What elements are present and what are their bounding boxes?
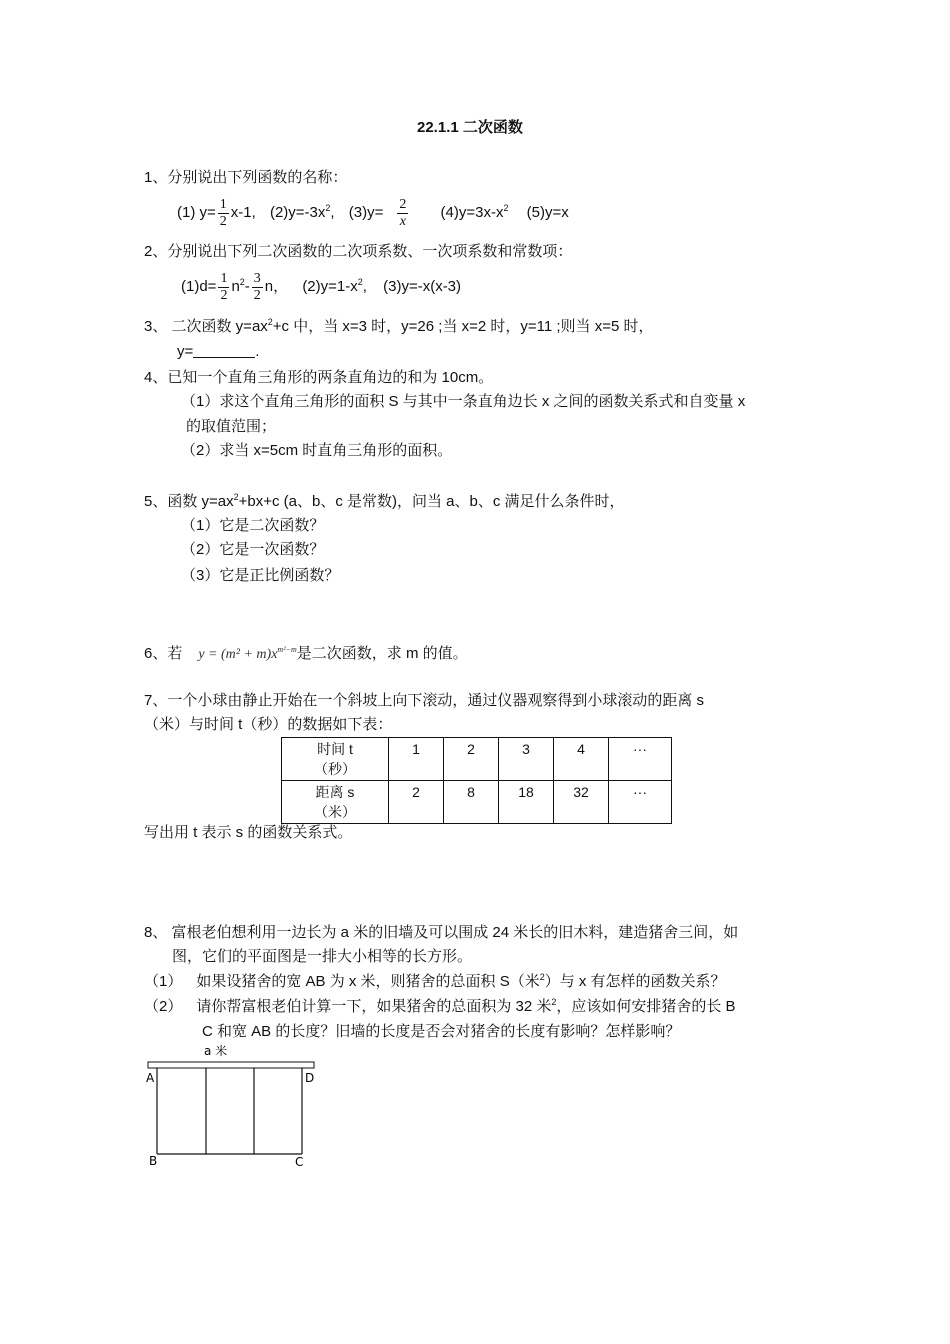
q2-c: (3)y=-x(x-3) <box>383 278 462 295</box>
q2-a-minus: - <box>244 278 250 295</box>
q2-a-mid: n <box>231 278 240 295</box>
header-distance-unit: （米） <box>314 804 356 820</box>
q5-stem <box>144 492 625 512</box>
q4-part2: （2）求当 x=5cm 时直角三角形的面积。 <box>181 442 453 459</box>
q1-b-tail: , <box>330 204 335 221</box>
point-d-label: D <box>305 1071 315 1085</box>
point-b-label: B <box>149 1154 158 1168</box>
q1-a-prefix: (1) y= <box>177 204 216 221</box>
table-header-distance <box>282 781 389 824</box>
header-time-label: 时间 t <box>317 741 353 757</box>
q8-line1: 8、 富根老伯想利用一边长为 a 米的旧墙及可以围成 24 米长的旧木料，建造猪舍三间，如 <box>144 924 739 941</box>
q6-post: 是二次函数，求 m 的值。 <box>296 645 468 662</box>
table-cell: 3 <box>499 738 554 781</box>
q5-part1: （1）它是二次函数？ <box>181 517 325 534</box>
q1-frac1-den: 2 <box>219 213 227 229</box>
q5-stem-a: 5、函数 y=ax <box>144 493 234 510</box>
table-header-time <box>282 738 389 781</box>
q3-line1-b: +c 中，当 x=3 时，y=26 ;当 x=2 时，y=11 ;则当 x=5 时， <box>272 318 654 335</box>
header-distance-label: 距离 s <box>315 784 355 800</box>
table-cell: 2 <box>389 781 444 824</box>
q2-options <box>181 266 461 308</box>
table-cell: 4 <box>554 738 609 781</box>
q3-line2 <box>177 342 259 362</box>
q1-options <box>177 192 569 234</box>
q7-line1: 7、一个小球由静止开始在一个斜坡上向下滚动，通过仪器观察得到小球滚动的距离 s <box>144 692 705 709</box>
old-wall <box>148 1062 314 1068</box>
wall-length-label: a 米 <box>204 1044 228 1058</box>
q6-pre: 6、若 <box>144 645 183 662</box>
q8-p2-num: （2） <box>144 998 183 1015</box>
table-cell: 8 <box>444 781 499 824</box>
q8-p2-text-a: 请你帮富根老伯计算一下，如果猪舍的总面积为 32 米 <box>196 998 552 1015</box>
q3-line1 <box>144 317 653 337</box>
q5-stem-b: +bx+c (a、b、c 是常数)，问当 a、b、c 满足什么条件时， <box>238 493 625 510</box>
q8-p1-text-b: ）与 x 有怎样的函数关系？ <box>544 973 726 990</box>
q2-b: (2)y=1-x <box>302 278 358 295</box>
q8-p1-num: （1） <box>144 973 183 990</box>
table-cell: 1 <box>389 738 444 781</box>
q2-b-tail: , <box>362 278 367 295</box>
pigsty-diagram <box>140 1040 340 1175</box>
q2-f1-den: 2 <box>220 287 228 303</box>
table-cell: 32 <box>554 781 609 824</box>
q1-d-exp: 2 <box>503 203 509 213</box>
q1-c-prefix: (3)y= <box>348 204 384 221</box>
q4-part1-line1: （1）求这个直角三角形的面积 S 与其中一条直角边长 x 之间的函数关系式和自变量 x <box>181 393 746 410</box>
q8-p2-text-b: ，应该如何安排猪舍的长 B <box>556 998 736 1015</box>
q5-stem-exp: 2 <box>233 492 239 502</box>
q5-part3: （3）它是正比例函数？ <box>181 567 340 584</box>
q2-a-prefix: (1)d= <box>181 278 217 295</box>
q1-e: (5)y=x <box>526 204 569 221</box>
q8-line2: 图，它们的平面图是一排大小相等的长方形。 <box>172 948 473 965</box>
q3-line2-pre: y= <box>177 343 194 360</box>
q5-part2: （2）它是一次函数？ <box>181 541 325 558</box>
q8-part2-line2: C 和宽 AB 的长度？旧墙的长度是否会对猪舍的长度有影响？怎样影响？ <box>202 1023 681 1040</box>
q2-b-exp: 2 <box>357 277 363 287</box>
point-a-label: A <box>146 1071 155 1085</box>
q2-stem: 2、分别说出下列二次函数的二次项系数、一次项系数和常数项： <box>144 243 573 260</box>
q7-data-table <box>281 737 672 824</box>
q1-fraction-2-over-x <box>397 197 408 230</box>
q2-f2-den: 2 <box>253 287 261 303</box>
table-row <box>282 781 672 824</box>
q1-d: (4)y=3x-x <box>440 204 504 221</box>
q3-line1-a: 3、 二次函数 y=ax <box>144 318 268 335</box>
q6-formula-exp: m²−m <box>277 645 297 654</box>
q8-part1 <box>144 972 726 992</box>
q6-formula: y = (m² + m)x <box>198 647 278 662</box>
q1-a-suffix: x-1, <box>230 204 256 221</box>
q1-frac2-den: x <box>397 213 408 230</box>
q8-part2 <box>144 997 736 1017</box>
q2-a-mid-exp: 2 <box>239 277 245 287</box>
q4-stem: 4、已知一个直角三角形的两条直角边的和为 10cm。 <box>144 369 494 386</box>
table-cell: ··· <box>609 781 672 824</box>
q7-line2: （米）与时间 t（秒）的数据如下表： <box>144 716 393 733</box>
table-cell: 2 <box>444 738 499 781</box>
q8-p1-text-a: 如果设猪舍的宽 AB 为 x 米，则猪舍的总面积 S（米 <box>196 973 540 990</box>
q2-a-tail: n， <box>264 278 289 295</box>
table-cell: 18 <box>499 781 554 824</box>
q1-fraction-half <box>218 197 229 230</box>
q8-p2-exp: 2 <box>551 997 557 1007</box>
q2-f2-num: 3 <box>253 270 261 286</box>
q7-after: 写出用 t 表示 s 的函数关系式。 <box>144 824 353 841</box>
q1-frac2-num: 2 <box>399 196 407 212</box>
q6-line <box>144 644 468 665</box>
q8-p1-exp: 2 <box>539 972 545 982</box>
q1-b-exp: 2 <box>325 203 331 213</box>
table-row <box>282 738 672 781</box>
table-cell: ··· <box>609 738 672 781</box>
q2-f1-num: 1 <box>220 270 228 286</box>
q2-fraction-1 <box>218 271 229 304</box>
q3-line2-post: . <box>255 343 260 360</box>
q4-part1-line2: 的取值范围； <box>186 418 277 435</box>
q1-b: (2)y=-3x <box>269 204 326 221</box>
q1-stem: 1、分别说出下列函数的名称： <box>144 169 348 186</box>
point-c-label: C <box>295 1155 304 1169</box>
q3-line1-exp: 2 <box>267 317 273 327</box>
q3-answer-blank[interactable] <box>193 343 255 358</box>
q1-frac1-num: 1 <box>219 196 227 212</box>
header-time-unit: （秒） <box>314 761 356 777</box>
page-title: 22.1.1 二次函数 <box>417 119 523 136</box>
q2-fraction-2 <box>252 271 263 304</box>
